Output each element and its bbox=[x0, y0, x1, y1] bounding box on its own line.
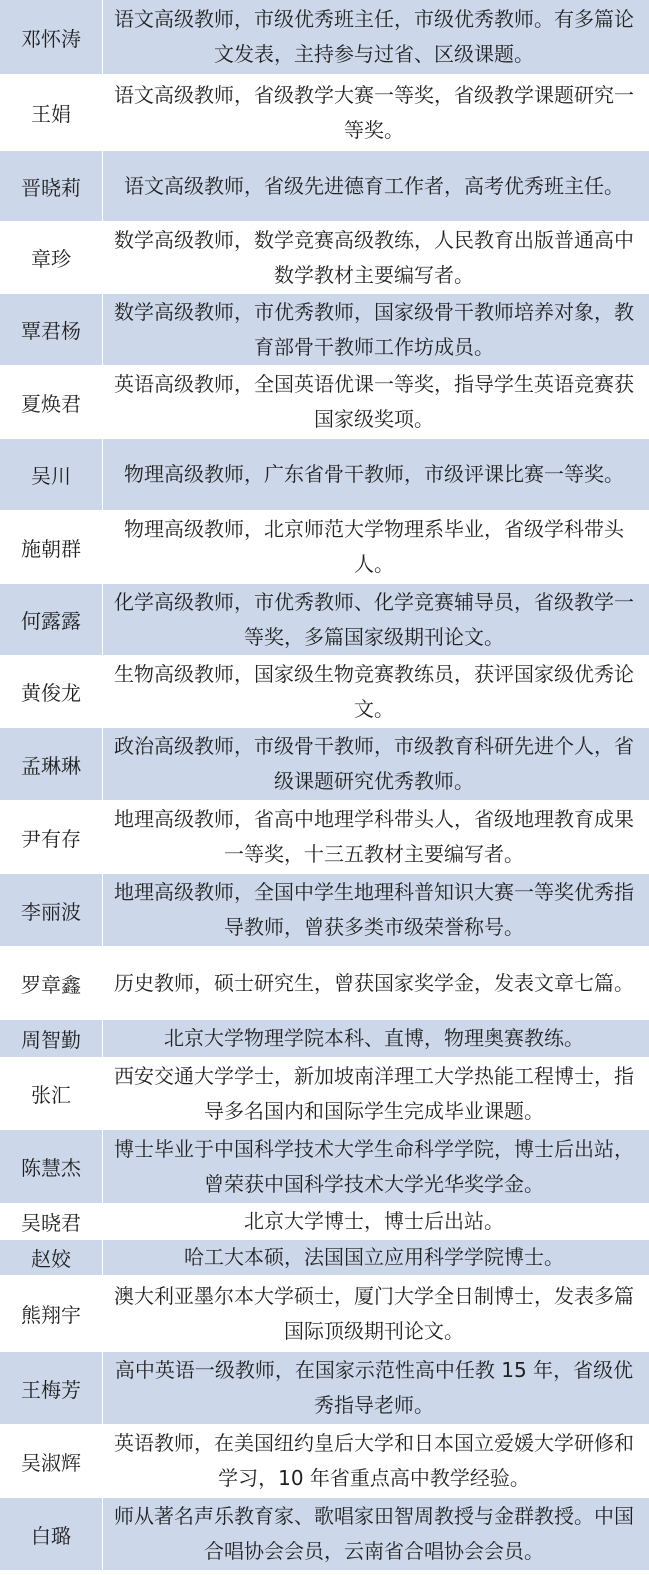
teacher-name: 吴晓君 bbox=[0, 1204, 103, 1240]
teacher-name: 孟琳琳 bbox=[0, 728, 103, 801]
teacher-description: 博士毕业于中国科学技术大学生命科学学院，博士后出站，曾荣获中国科学技术大学光华奖学金。 bbox=[103, 1130, 649, 1204]
teacher-name: 王梅芳 bbox=[0, 1352, 103, 1425]
teacher-description: 数学高级教师，数学竞赛高级教练，人民教育出版普通高中数学教材主要编写者。 bbox=[103, 222, 649, 294]
table-row bbox=[0, 151, 649, 222]
table-row bbox=[0, 1425, 649, 1498]
teacher-name: 李丽波 bbox=[0, 874, 103, 947]
teacher-name: 尹有存 bbox=[0, 801, 103, 874]
teacher-description: 北京大学物理学院本科、直博，物理奥赛教练。 bbox=[103, 1020, 649, 1058]
teacher-name: 覃君杨 bbox=[0, 294, 103, 366]
teacher-description: 地理高级教师，省高中地理学科带头人，省级地理教育成果一等奖，十三五教材主要编写者。 bbox=[103, 801, 649, 874]
teacher-name: 张汇 bbox=[0, 1058, 103, 1130]
teacher-description: 语文高级教师，市级优秀班主任，市级优秀教师。有多篇论文发表，主持参与过省、区级课题。 bbox=[103, 0, 649, 75]
teacher-name: 夏焕君 bbox=[0, 366, 103, 439]
teacher-name: 黄俊龙 bbox=[0, 656, 103, 728]
teacher-description: 政治高级教师，市级骨干教师，市级教育科研先进个人，省级课题研究优秀教师。 bbox=[103, 728, 649, 801]
teacher-name: 施朝群 bbox=[0, 511, 103, 584]
teacher-description: 数学高级教师，市优秀教师，国家级骨干教师培养对象，教育部骨干教师工作坊成员。 bbox=[103, 294, 649, 366]
table-row bbox=[0, 294, 649, 366]
table-row bbox=[0, 656, 649, 728]
teacher-name: 吴淑辉 bbox=[0, 1425, 103, 1498]
teacher-description: 高中英语一级教师，在国家示范性高中任教 15 年，省级优秀指导老师。 bbox=[103, 1352, 649, 1425]
teacher-description: 地理高级教师，全国中学生地理科普知识大赛一等奖优秀指导教师，曾获多类市级荣誉称号。 bbox=[103, 874, 649, 947]
teacher-description: 西安交通大学学士，新加坡南洋理工大学热能工程博士，指导多名国内和国际学生完成毕业课题。 bbox=[103, 1058, 649, 1130]
teacher-description: 英语高级教师，全国英语优课一等奖，指导学生英语竞赛获国家级奖项。 bbox=[103, 366, 649, 439]
table-row bbox=[0, 1130, 649, 1204]
teacher-name: 吴川 bbox=[0, 439, 103, 511]
table-row bbox=[0, 1276, 649, 1352]
teacher-description: 澳大利亚墨尔本大学硕士，厦门大学全日制博士，发表多篇国际顶级期刊论文。 bbox=[103, 1276, 649, 1352]
table-row bbox=[0, 801, 649, 874]
table-row bbox=[0, 439, 649, 511]
teacher-name: 章珍 bbox=[0, 222, 103, 294]
teacher-description: 语文高级教师，省级先进德育工作者，高考优秀班主任。 bbox=[103, 151, 649, 222]
teacher-description: 语文高级教师，省级教学大赛一等奖，省级教学课题研究一等奖。 bbox=[103, 75, 649, 151]
teacher-description: 师从著名声乐教育家、歌唱家田智周教授与金群教授。中国合唱协会会员，云南省合唱协会会员。 bbox=[103, 1498, 649, 1571]
teacher-name: 熊翔宇 bbox=[0, 1276, 103, 1352]
teacher-name: 陈慧杰 bbox=[0, 1130, 103, 1204]
teacher-name: 赵姣 bbox=[0, 1240, 103, 1276]
teacher-description: 英语教师，在美国纽约皇后大学和日本国立爱媛大学研修和学习，10 年省重点高中教学经验。 bbox=[103, 1425, 649, 1498]
teacher-description: 化学高级教师，市优秀教师、化学竞赛辅导员，省级教学一等奖，多篇国家级期刊论文。 bbox=[103, 584, 649, 656]
teacher-description: 物理高级教师，北京师范大学物理系毕业，省级学科带头人。 bbox=[103, 511, 649, 584]
table-row bbox=[0, 1240, 649, 1276]
table-row bbox=[0, 1204, 649, 1240]
table-row bbox=[0, 511, 649, 584]
teacher-name: 邓怀涛 bbox=[0, 0, 103, 75]
table-row bbox=[0, 1498, 649, 1571]
table-row bbox=[0, 874, 649, 947]
table-row bbox=[0, 75, 649, 151]
table-row bbox=[0, 728, 649, 801]
teacher-name: 王娟 bbox=[0, 75, 103, 151]
table-row bbox=[0, 366, 649, 439]
table-row bbox=[0, 584, 649, 656]
teacher-name: 罗章鑫 bbox=[0, 947, 103, 1020]
teacher-name: 周智勤 bbox=[0, 1020, 103, 1058]
teacher-description: 北京大学博士，博士后出站。 bbox=[103, 1204, 649, 1240]
table-row bbox=[0, 0, 649, 75]
table-row bbox=[0, 1020, 649, 1058]
teacher-description: 历史教师，硕士研究生，曾获国家奖学金，发表文章七篇。 bbox=[103, 947, 649, 1020]
teacher-name: 晋晓莉 bbox=[0, 151, 103, 222]
table-row bbox=[0, 1352, 649, 1425]
table-row bbox=[0, 1058, 649, 1130]
table-row bbox=[0, 222, 649, 294]
teacher-name: 何露露 bbox=[0, 584, 103, 656]
table-row bbox=[0, 947, 649, 1020]
teacher-description: 生物高级教师，国家级生物竞赛教练员，获评国家级优秀论文。 bbox=[103, 656, 649, 728]
teacher-description: 物理高级教师，广东省骨干教师，市级评课比赛一等奖。 bbox=[103, 439, 649, 511]
teacher-name: 白璐 bbox=[0, 1498, 103, 1571]
teacher-description: 哈工大本硕，法国国立应用科学学院博士。 bbox=[103, 1240, 649, 1276]
